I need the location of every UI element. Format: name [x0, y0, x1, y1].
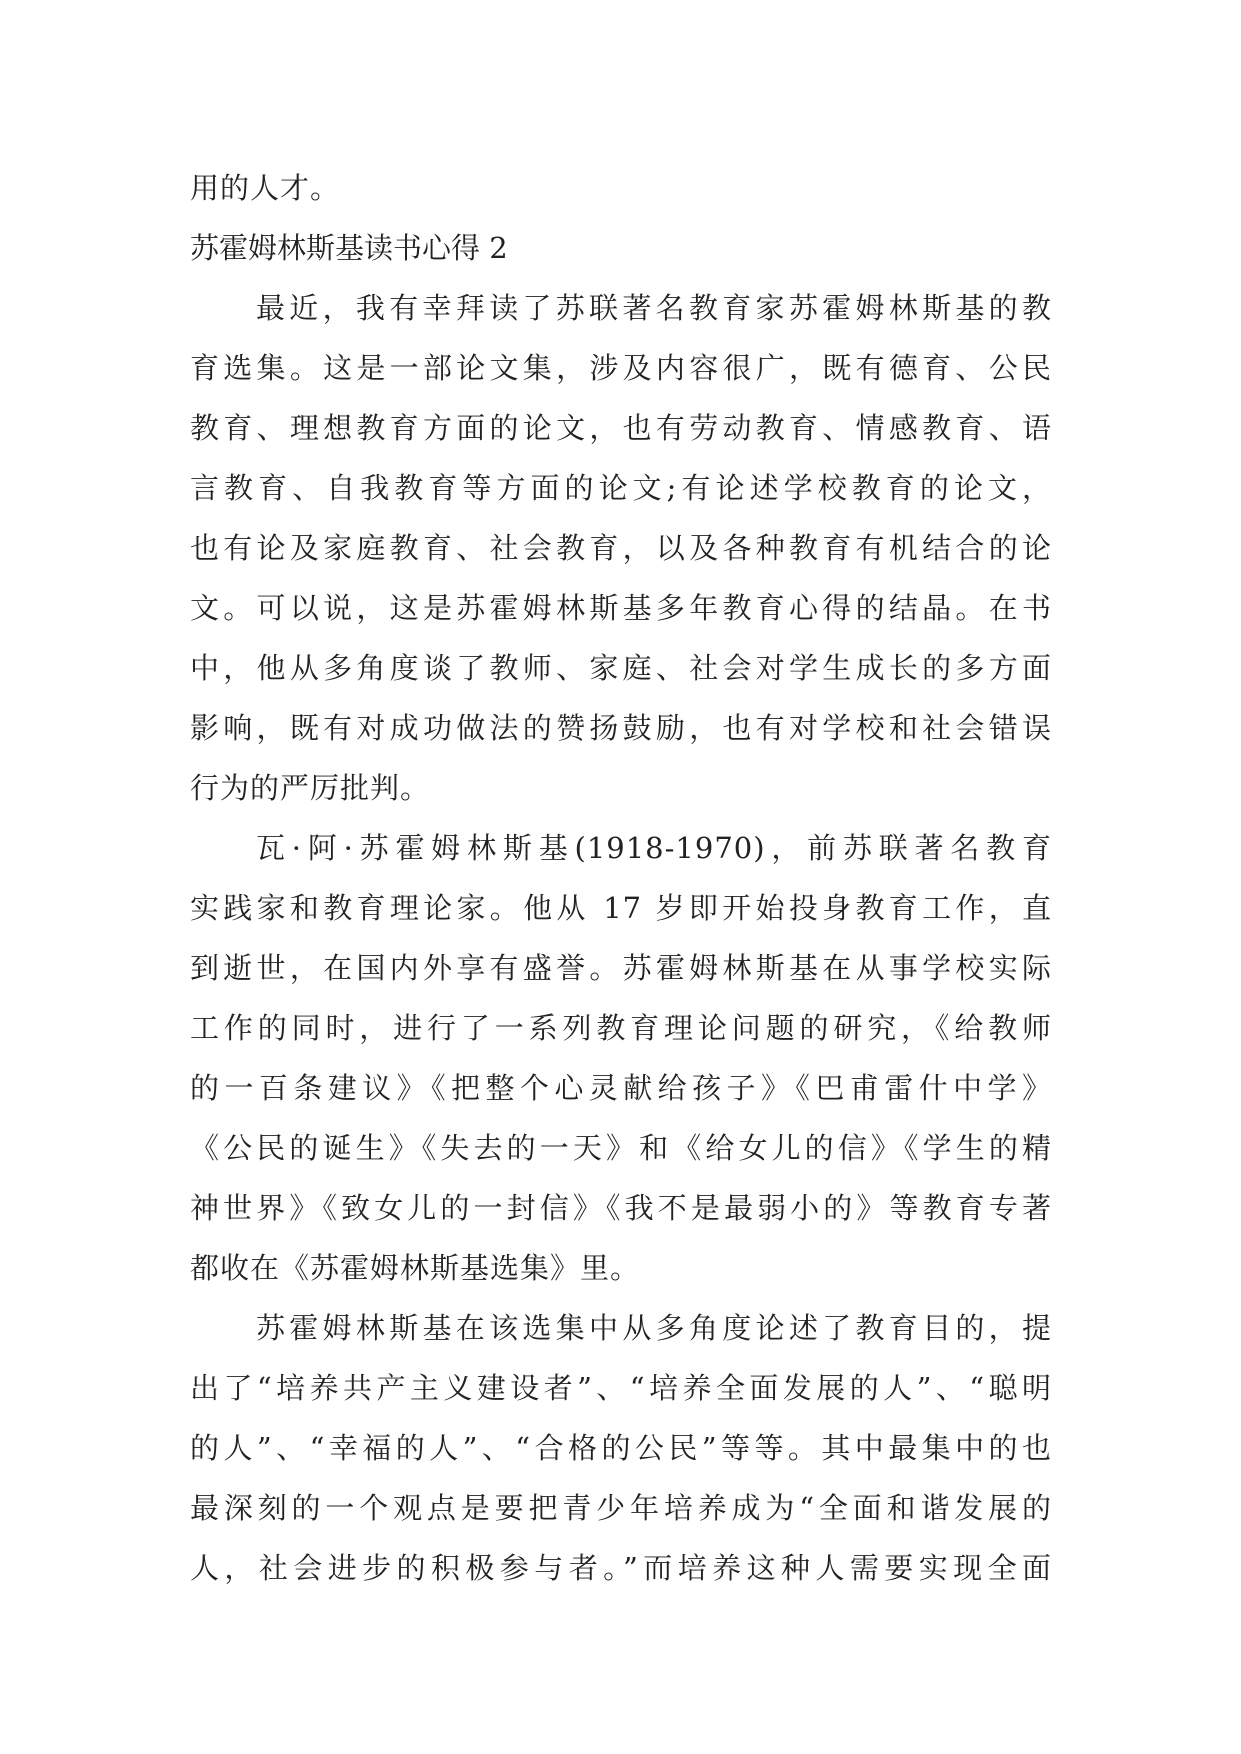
section-heading: 苏霍姆林斯基读书心得 2 — [190, 231, 508, 265]
paragraph-line: 瓦·阿·苏霍姆林斯基(1918-1970)，前苏联著名教育 — [256, 831, 1052, 865]
paragraph-line: 言教育、自我教育等方面的论文;有论述学校教育的论文， — [190, 471, 1052, 505]
paragraph-line: 的一百条建议》《把整个心灵献给孩子》《巴甫雷什中学》 — [190, 1071, 1052, 1105]
paragraph-1 — [190, 278, 1052, 818]
paragraph-line: 都收在《苏霍姆林斯基选集》里。 — [190, 1251, 641, 1285]
paragraph-line: 《公民的诞生》《失去的一天》和《给女儿的信》《学生的精 — [190, 1131, 1052, 1165]
paragraph-line: 的人”、“幸福的人”、“合格的公民”等等。其中最集中的也 — [190, 1431, 1052, 1465]
paragraph-line: 也有论及家庭教育、社会教育，以及各种教育有机结合的论 — [190, 531, 1052, 565]
paragraph-3 — [190, 1298, 1052, 1598]
paragraph-line: 苏霍姆林斯基在该选集中从多角度论述了教育目的，提 — [256, 1311, 1052, 1345]
paragraph-line: 到逝世，在国内外享有盛誉。苏霍姆林斯基在从事学校实际 — [190, 951, 1052, 985]
paragraph-2 — [190, 818, 1052, 1298]
paragraph-line: 中，他从多角度谈了教师、家庭、社会对学生成长的多方面 — [190, 651, 1052, 685]
paragraph-line: 最近，我有幸拜读了苏联著名教育家苏霍姆林斯基的教 — [256, 291, 1052, 325]
paragraph-line: 最深刻的一个观点是要把青少年培养成为“全面和谐发展的 — [190, 1491, 1052, 1525]
paragraph-line: 育选集。这是一部论文集，涉及内容很广，既有德育、公民 — [190, 351, 1052, 385]
paragraph-line: 实践家和教育理论家。他从 17 岁即开始投身教育工作，直 — [190, 891, 1052, 925]
document-page — [190, 158, 1052, 1598]
paragraph-line: 行为的严厉批判。 — [190, 771, 431, 805]
paragraph-line: 神世界》《致女儿的一封信》《我不是最弱小的》等教育专著 — [190, 1191, 1052, 1225]
paragraph-line: 影响，既有对成功做法的赞扬鼓励，也有对学校和社会错误 — [190, 711, 1052, 745]
paragraph-line: 出了“培养共产主义建设者”、“培养全面发展的人”、“聪明 — [190, 1371, 1052, 1405]
lead-line: 用的人才。 — [190, 171, 341, 205]
paragraph-line: 人，社会进步的积极参与者。”而培养这种人需要实现全面 — [190, 1551, 1052, 1585]
paragraph-line: 文。可以说，这是苏霍姆林斯基多年教育心得的结晶。在书 — [190, 591, 1052, 625]
paragraph-line: 教育、理想教育方面的论文，也有劳动教育、情感教育、语 — [190, 411, 1052, 445]
paragraph-line: 工作的同时，进行了一系列教育理论问题的研究，《给教师 — [190, 1011, 1052, 1045]
